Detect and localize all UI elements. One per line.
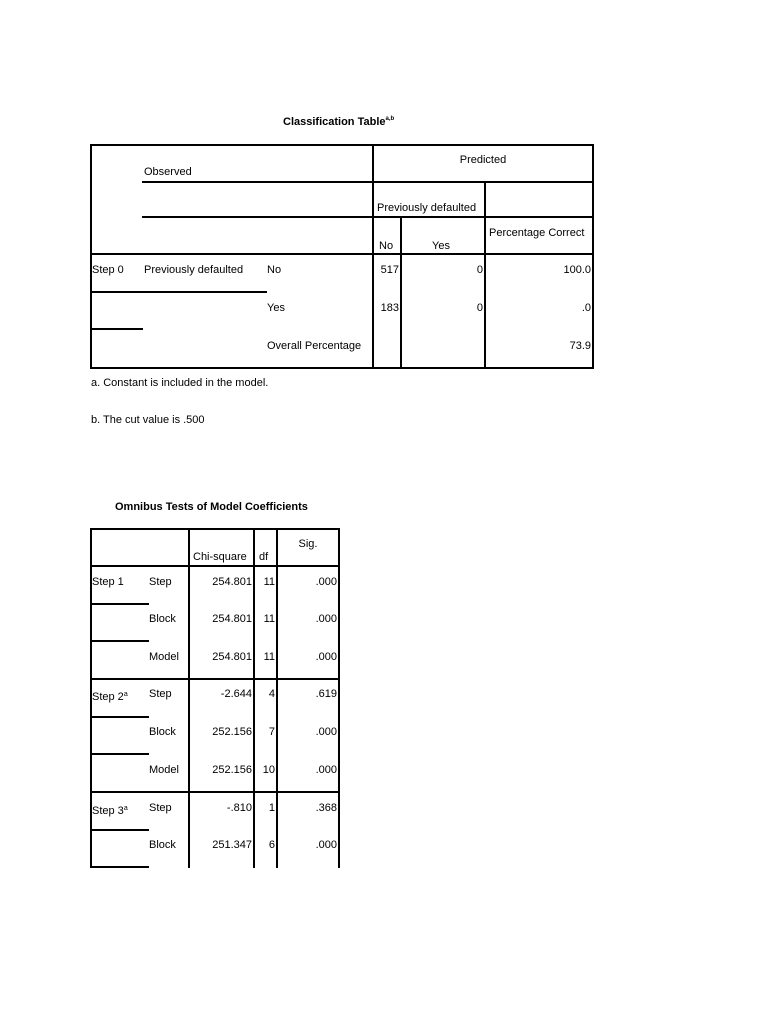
ot-line-header-bottom xyxy=(90,565,340,567)
ot-row-chi: 254.801 xyxy=(212,576,252,588)
ot-row-chi: 254.801 xyxy=(212,651,252,663)
ot-row-sig: .000 xyxy=(315,613,337,625)
ot-step-label-text: Step 2 xyxy=(92,691,124,703)
ot-row-name: Block xyxy=(149,839,176,851)
ct-border-bottom xyxy=(90,367,594,369)
ct-observed-header: Observed xyxy=(144,166,192,178)
ct-col-pct: Percentage Correct xyxy=(489,227,585,239)
ot-row-chi: -.810 xyxy=(226,802,252,814)
ct-footnote-a: a. Constant is included in the model. xyxy=(91,377,269,389)
ot-row-df: 11 xyxy=(263,576,275,588)
ot-row-chi: 254.801 xyxy=(212,613,252,625)
ct-line-predsub xyxy=(372,216,594,218)
ot-row-sig: .000 xyxy=(315,651,337,663)
ct-row-label: Overall Percentage xyxy=(267,340,362,352)
ct-row-pct: .0 xyxy=(581,302,591,314)
ot-step-label-sup: a xyxy=(123,805,128,812)
ot-row-df: 1 xyxy=(268,802,275,814)
ct-border-top xyxy=(90,144,594,146)
ct-row-label: No xyxy=(267,264,282,276)
ot-row-sig: .000 xyxy=(315,839,337,851)
ot-border-right xyxy=(338,528,340,868)
ot-row-name: Model xyxy=(149,651,179,663)
ct-predicted-sub: Previously defaulted xyxy=(377,202,477,214)
ot-line-step1-end xyxy=(90,678,340,680)
classification-table-title-sup: a,b xyxy=(385,116,395,122)
ot-row-sig: .000 xyxy=(315,764,337,776)
ct-border-left xyxy=(90,144,92,369)
ot-row-name: Model xyxy=(149,764,179,776)
ot-step-label xyxy=(92,802,128,818)
ot-row-name: Block xyxy=(149,613,176,625)
ot-line-step3-r1 xyxy=(90,829,149,831)
ct-row-no: 517 xyxy=(380,264,399,276)
ot-border-top xyxy=(90,528,340,530)
ot-row-sig: .368 xyxy=(315,802,337,814)
ct-predicted-header: Predicted xyxy=(459,154,507,166)
ct-line-observed-2 xyxy=(142,216,374,218)
ot-step-label-text: Step 3 xyxy=(92,805,124,817)
classification-table-title xyxy=(283,116,394,128)
ct-row-no: 183 xyxy=(380,302,399,314)
classification-table-title-text: Classification Table xyxy=(283,116,386,128)
ct-border-right xyxy=(592,144,594,369)
ct-col-no: No xyxy=(379,240,394,252)
omnibus-table-title: Omnibus Tests of Model Coefficients xyxy=(115,501,308,513)
ot-line-step1-r1 xyxy=(90,603,149,605)
ot-row-df: 11 xyxy=(263,651,275,663)
ot-row-name: Step xyxy=(149,802,172,814)
ot-row-sig: .000 xyxy=(315,576,337,588)
ct-variable-label: Previously defaulted xyxy=(144,264,244,276)
ot-col-df: df xyxy=(259,551,269,563)
ct-divider-observed xyxy=(372,144,374,369)
ct-row-yes: 0 xyxy=(476,302,483,314)
ct-row-pct: 73.9 xyxy=(569,340,591,352)
ot-row-chi: 251.347 xyxy=(212,839,252,851)
ot-line-step2-r2 xyxy=(90,753,149,755)
ct-divider-no-yes xyxy=(400,216,402,369)
ot-col-sig: Sig. xyxy=(298,538,318,550)
ot-row-sig: .000 xyxy=(315,726,337,738)
ot-row-sig: .619 xyxy=(315,688,337,700)
ot-row-chi: 252.156 xyxy=(212,726,252,738)
ct-step-label: Step 0 xyxy=(92,264,124,276)
ot-row-df: 10 xyxy=(262,764,275,776)
ot-row-chi: 252.156 xyxy=(212,764,252,776)
ot-row-name: Step xyxy=(149,688,172,700)
ct-footnote-b: b. The cut value is .500 xyxy=(91,414,205,426)
ot-step-label: Step 1 xyxy=(92,576,124,588)
ct-row-label: Yes xyxy=(267,302,285,314)
ot-col-chi: Chi-square xyxy=(193,551,247,563)
ot-line-step3-r2 xyxy=(90,866,149,868)
ot-row-df: 11 xyxy=(263,613,275,625)
ct-line-observed-1 xyxy=(142,181,374,183)
ot-row-df: 6 xyxy=(268,839,275,851)
ct-row-yes: 0 xyxy=(476,264,483,276)
ot-row-df: 7 xyxy=(268,726,275,738)
ct-line-step xyxy=(90,328,143,330)
ot-step-label xyxy=(92,688,128,704)
ct-line-variable xyxy=(90,291,267,293)
ot-line-step2-r1 xyxy=(90,716,149,718)
ct-line-header-bottom xyxy=(90,253,594,255)
ot-row-name: Block xyxy=(149,726,176,738)
ot-step-label-sup: a xyxy=(123,691,128,698)
ot-row-name: Step xyxy=(149,576,172,588)
ot-line-step1-r2 xyxy=(90,640,149,642)
ct-col-yes: Yes xyxy=(432,240,450,252)
ot-row-chi: -2.644 xyxy=(220,688,252,700)
ot-line-step2-end xyxy=(90,791,340,793)
ct-row-pct: 100.0 xyxy=(563,264,591,276)
ot-row-df: 4 xyxy=(268,688,275,700)
ct-line-predicted xyxy=(372,181,594,183)
